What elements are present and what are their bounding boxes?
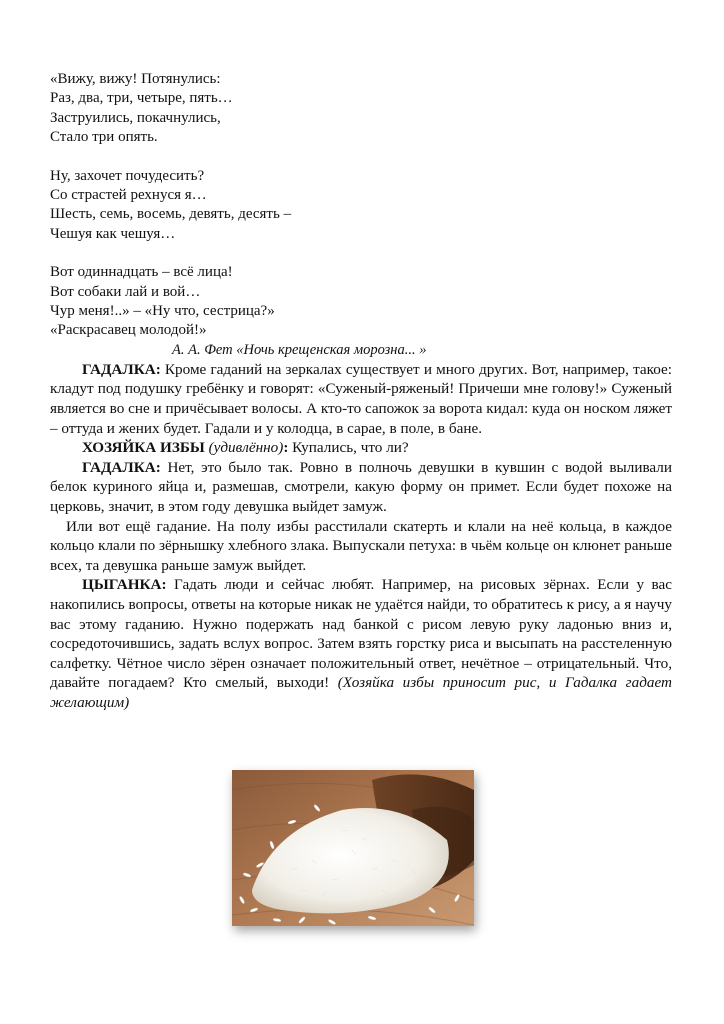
speaker-name: ХОЗЯЙКА ИЗБЫ <box>82 439 205 457</box>
speaker-colon: : <box>283 439 289 457</box>
poem-line: Чешуя как чешуя… <box>50 225 176 242</box>
speaker-name: ГАДАЛКА: <box>82 458 161 476</box>
poem-stanza-3 <box>50 263 672 341</box>
paragraph-rooster <box>50 517 672 576</box>
stage-direction: (Хозяйка избы приносит рис, и Гадалка гадает желающим) <box>50 674 672 711</box>
poem-line: Заструились, покачнулись, <box>50 109 221 126</box>
poem-stanza-2 <box>50 167 672 245</box>
document-page <box>50 70 672 713</box>
paragraph-gypsy <box>50 575 672 712</box>
poem-line: Стало три опять. <box>50 129 158 146</box>
poem-line: Вот одиннадцать – всё лица! <box>50 264 233 281</box>
paragraph-text: Кроме гаданий на зеркалах существует и много других. Вот, например, такое: кладут под подушку гребёнку и говорят: «Суженый-ряженый! Причеши мне голову!» Суженый является во сне и причёсывает волосы. А кто-то сапожок за ворота кидал: куда он носком ляжет – оттуда и жених будет. Гадали и у колодца, в сарае, в поле, в бане. <box>50 360 672 437</box>
paragraph-text: Гадать люди и сейчас любят. Например, на рисовых зёрнах. Если у вас накопились вопросы, ответы на которые никак не удаётся найди, то обратитесь к рису, а я научу вас этому гаданию. Нужно подержать над банкой с рисом левую руку ладонью вниз и, сосредоточившись, задать вслух вопрос. Затем взять горстку риса и высыпать на расстеленную салфетку. Чётное число зёрен означает положительный ответ, нечётное – отрицательный. Что, давайте погадаем? Кто смелый, выходи! <box>50 576 672 692</box>
rice-on-wooden-scoop-photo <box>232 770 474 926</box>
poem <box>50 70 672 360</box>
poem-line: Раз, два, три, четыре, пять… <box>50 90 233 107</box>
stage-direction: (удивлённо) <box>208 439 284 457</box>
paragraph-fortune-teller-1 <box>50 360 672 438</box>
speaker-name: ГАДАЛКА: <box>82 360 161 378</box>
poem-attribution: А. А. Фет «Ночь крещенская морозна... » <box>172 341 427 358</box>
paragraph-fortune-teller-2 <box>50 458 672 517</box>
poem-line: Шесть, семь, восемь, девять, десять – <box>50 206 292 223</box>
paragraph-text: Или вот ещё гадание. На полу избы расстилали скатерть и клали на неё кольца, в каждое кольцо клали по зёрнышку хлебного злака. Выпускали петуха: в чьём кольце он клюнет раньше всех, та девушка раньше замуж выйдет. <box>50 517 672 574</box>
poem-line: Вот собаки лай и вой… <box>50 283 201 300</box>
paragraph-text: Нет, это было так. Ровно в полночь девушки в кувшин с водой выливали белок куриного яйца и, размешав, смотрели, какую форму он примет. Если будет похоже на церковь, значит, в этом году девушка выйдет замуж. <box>50 458 672 516</box>
poem-line: «Вижу, вижу! Потянулись: <box>50 71 221 87</box>
poem-line: Со страстей рехнуся я… <box>50 187 207 204</box>
paragraph-text: Купались, что ли? <box>288 439 409 457</box>
rice-photo <box>232 770 474 926</box>
paragraph-hostess <box>50 438 672 458</box>
poem-line: Чур меня!..» – «Ну что, сестрица?» <box>50 303 275 320</box>
poem-line: «Раскрасавец молодой!» <box>50 322 207 339</box>
speaker-name: ЦЫГАНКА: <box>82 576 167 594</box>
poem-stanza-1 <box>50 70 672 148</box>
poem-line: Ну, захочет почудесить? <box>50 167 205 184</box>
